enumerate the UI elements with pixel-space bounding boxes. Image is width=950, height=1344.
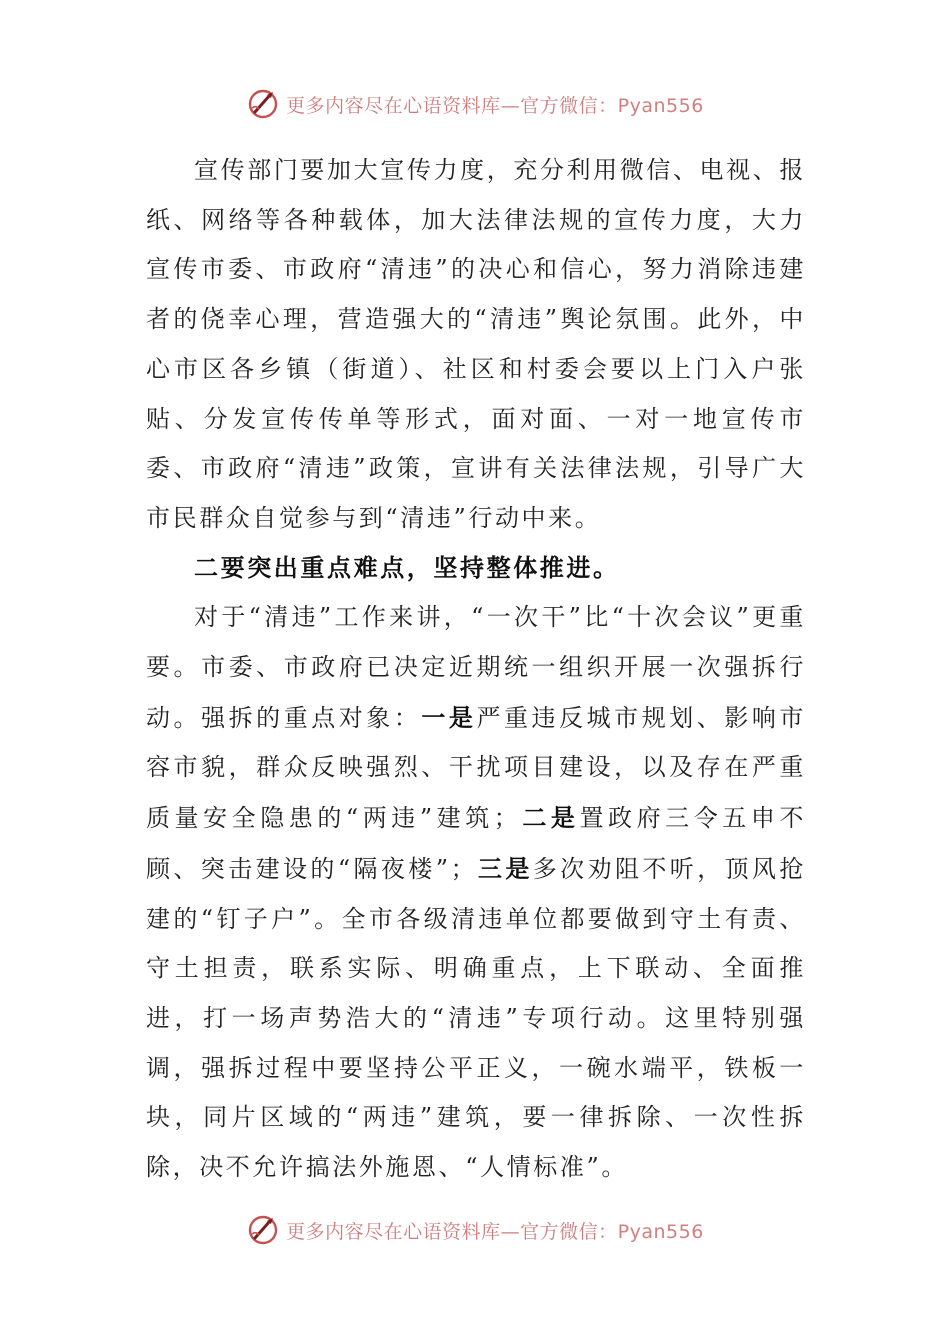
footer-watermark-banner (0, 1210, 950, 1250)
pen-seal-icon (246, 1213, 280, 1247)
paragraph-text: 多次劝阻不听，顶风抢建的“钉子户”。全市各级清违单位都要做到守土有责、守土担责，联系实际、明确重点，上下联动、全面推进，打一场声势浩大的“清违”专项行动。这里特别强调，强拆过程中要坚持公平正义，一碗水端平，铁板一块，同片区域的“两违”建筑，要一律拆除、一次性拆除，决不允许搞法外施恩、“人情标准”。 (146, 854, 807, 1182)
keyword-first: 一是 (421, 702, 477, 732)
keyword-second: 二是 (520, 803, 580, 833)
watermark-text: 更多内容尽在心语资料库—官方微信：Pyan556 (286, 94, 704, 117)
paragraph-demolition (146, 593, 806, 1192)
keyword-third: 三是 (477, 853, 533, 883)
paragraph-text: 对于“清违”工作来讲，“一次干”比“十次会议”更重要。市委、市政府已决定近期统一组织开展一次强拆行动。强拆的重点对象： (146, 603, 806, 732)
document-body (146, 146, 806, 1193)
paragraph-publicity: 宣传部门要加大宣传力度，充分利用微信、电视、报纸、网络等各种载体，加大法律法规的宣传力度，大力宣传市委、市政府“清违”的决心和信心，努力消除违建者的侥幸心理，营造强大的“清违”舆论氛围。此外，中心市区各乡镇（街道）、社区和村委会要以上门入户张贴、分发宣传传单等形式，面对面、一对一地宣传市委、市政府“清违”政策，宣讲有关法律法规，引导广大市民群众自觉参与到“清违”行动中来。 (146, 156, 806, 532)
pen-seal-icon (246, 87, 280, 121)
section-heading: 二要突出重点难点，坚持整体推进。 (194, 553, 620, 582)
paragraph-text: 严重违反城市规划、影响市容市貌，群众反映强烈、干扰项目建设，以及存在严重质量安全隐患的“两违”建筑； (146, 703, 806, 833)
watermark-text: 更多内容尽在心语资料库—官方微信：Pyan556 (286, 1220, 704, 1243)
paragraph-text: 置政府三令五申不顾、突击建设的“隔夜楼”； (146, 804, 806, 883)
header-watermark-banner (0, 84, 950, 124)
